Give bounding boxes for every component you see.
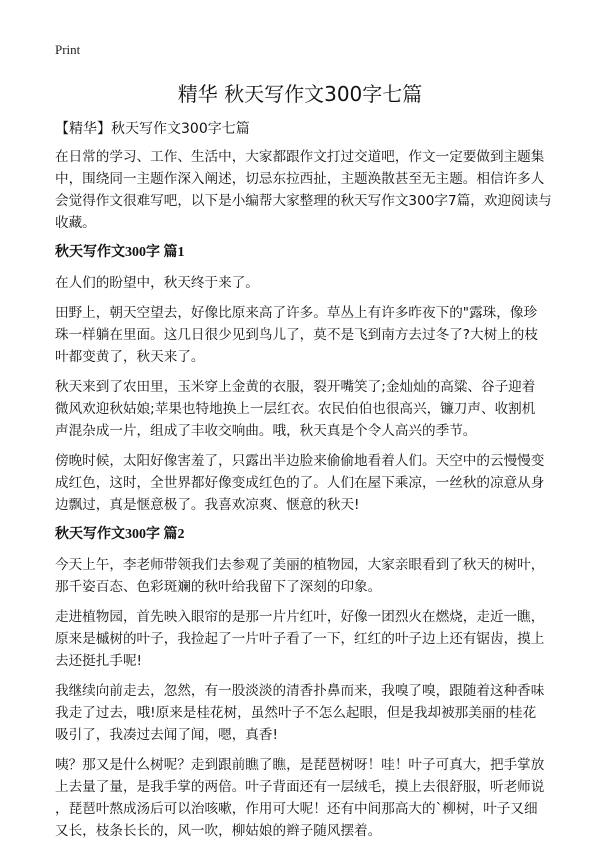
text-line: 又长，枝条长长的，风一吹，柳姑娘的辫子随风摆着。 — [55, 823, 382, 839]
text-line: ，琵琶叶熬成汤后可以治咳嗽，作用可大呢！还有中间那高大的`柳树，叶子又细 — [55, 801, 538, 817]
print-link[interactable]: Print — [55, 42, 81, 57]
section-heading: 秋天写作文300字 篇2 — [55, 527, 185, 542]
text-line: 走进植物园，首先映入眼帘的是那一片片红叶，好像一团烈火在燃烧，走近一瞧， — [55, 609, 545, 625]
text-line: 那千姿百态、色彩斑斓的秋叶给我留下了深刻的印象。 — [55, 579, 382, 595]
paragraph — [55, 272, 555, 294]
intro-paragraph — [55, 146, 555, 234]
paragraph — [55, 376, 555, 442]
text-line: 声混杂成一片，组成了丰收交响曲。哦，秋天真是个令人高兴的季节。 — [55, 423, 477, 439]
paragraph — [55, 554, 555, 598]
text-line: 田野上，朝天空望去，好像比原来高了许多。草丛上有许多昨夜下的"露珠，像珍 — [55, 305, 538, 321]
paragraph — [55, 680, 555, 746]
text-line: 会觉得作文很难写吧，以下是小编帮大家整理的秋天写作文300字7篇，欢迎阅读与 — [55, 193, 552, 209]
text-line: 中，围绕同一主题作深入阐述，切忌东拉西扯，主题涣散甚至无主题。相信许多人 — [55, 171, 545, 187]
text-line: 在日常的学习、工作、生活中，大家都跟作文打过交道吧，作文一定要做到主题集 — [55, 149, 545, 165]
text-line: 珠一样躺在里面。这几日很少见到鸟儿了，莫不是飞到南方去过冬了?大树上的枝 — [55, 327, 538, 343]
text-line: 今天上午，李老师带领我们去参观了美丽的植物园，大家亲眼看到了秋天的树叶， — [55, 557, 545, 573]
text-line: 收藏。 — [55, 215, 96, 231]
paragraph — [55, 302, 555, 368]
article-body — [55, 118, 555, 850]
text-line: 成红色，这时，全世界都好像变成红色的了。人们在屋下乘凉，一丝秋的凉意从身 — [55, 475, 545, 491]
text-line: 上去量了量，是我手掌的两倍。叶子背面还有一层绒毛，摸上去很舒服，听老师说 — [55, 779, 545, 795]
text-line: 我走了过去，哦!原来是桂花树，虽然叶子不怎么起眼，但是我却被那美丽的桂花 — [55, 705, 537, 721]
text-line: 边飘过，真是惬意极了。我喜欢凉爽、惬意的秋天! — [55, 497, 360, 513]
text-line: 去还挺扎手呢! — [55, 653, 143, 669]
text-line: 我继续向前走去，忽然，有一股淡淡的清香扑鼻而来，我嗅了嗅，跟随着这种香味 — [55, 683, 545, 699]
text-line: 秋天来到了农田里，玉米穿上金黄的衣服，裂开嘴笑了;金灿灿的高粱、谷子迎着 — [55, 379, 536, 395]
text-line: 吸引了，我凑过去闻了闻，嗯，真香! — [55, 727, 278, 743]
paragraph — [55, 606, 555, 672]
text-line: 傍晚时候，太阳好像害羞了，只露出半边脸来偷偷地看着人们。天空中的云慢慢变 — [55, 453, 545, 469]
text-line: 在人们的盼望中，秋天终于来了。 — [55, 275, 259, 291]
article-subtitle: 【精华】秋天写作文300字七篇 — [55, 121, 250, 137]
section-heading: 秋天写作文300字 篇1 — [55, 245, 185, 260]
sections-container — [55, 242, 555, 842]
text-line: 叶都变黄了，秋天来了。 — [55, 349, 205, 365]
paragraph — [55, 450, 555, 516]
text-line: 原来是槭树的叶子，我捡起了一片叶子看了一下，红红的叶子边上还有锯齿，摸上 — [55, 631, 545, 647]
paragraph — [55, 754, 555, 842]
text-line: 微风欢迎秋姑娘;苹果也特地换上一层红衣。农民伯伯也很高兴，镰刀声、收割机 — [55, 401, 536, 417]
page-title: 精华 秋天写作文300字七篇 — [177, 82, 423, 106]
text-line: 咦？那又是什么树呢？走到跟前瞧了瞧，是琵琶树呀！哇！叶子可真大，把手掌放 — [55, 757, 545, 773]
